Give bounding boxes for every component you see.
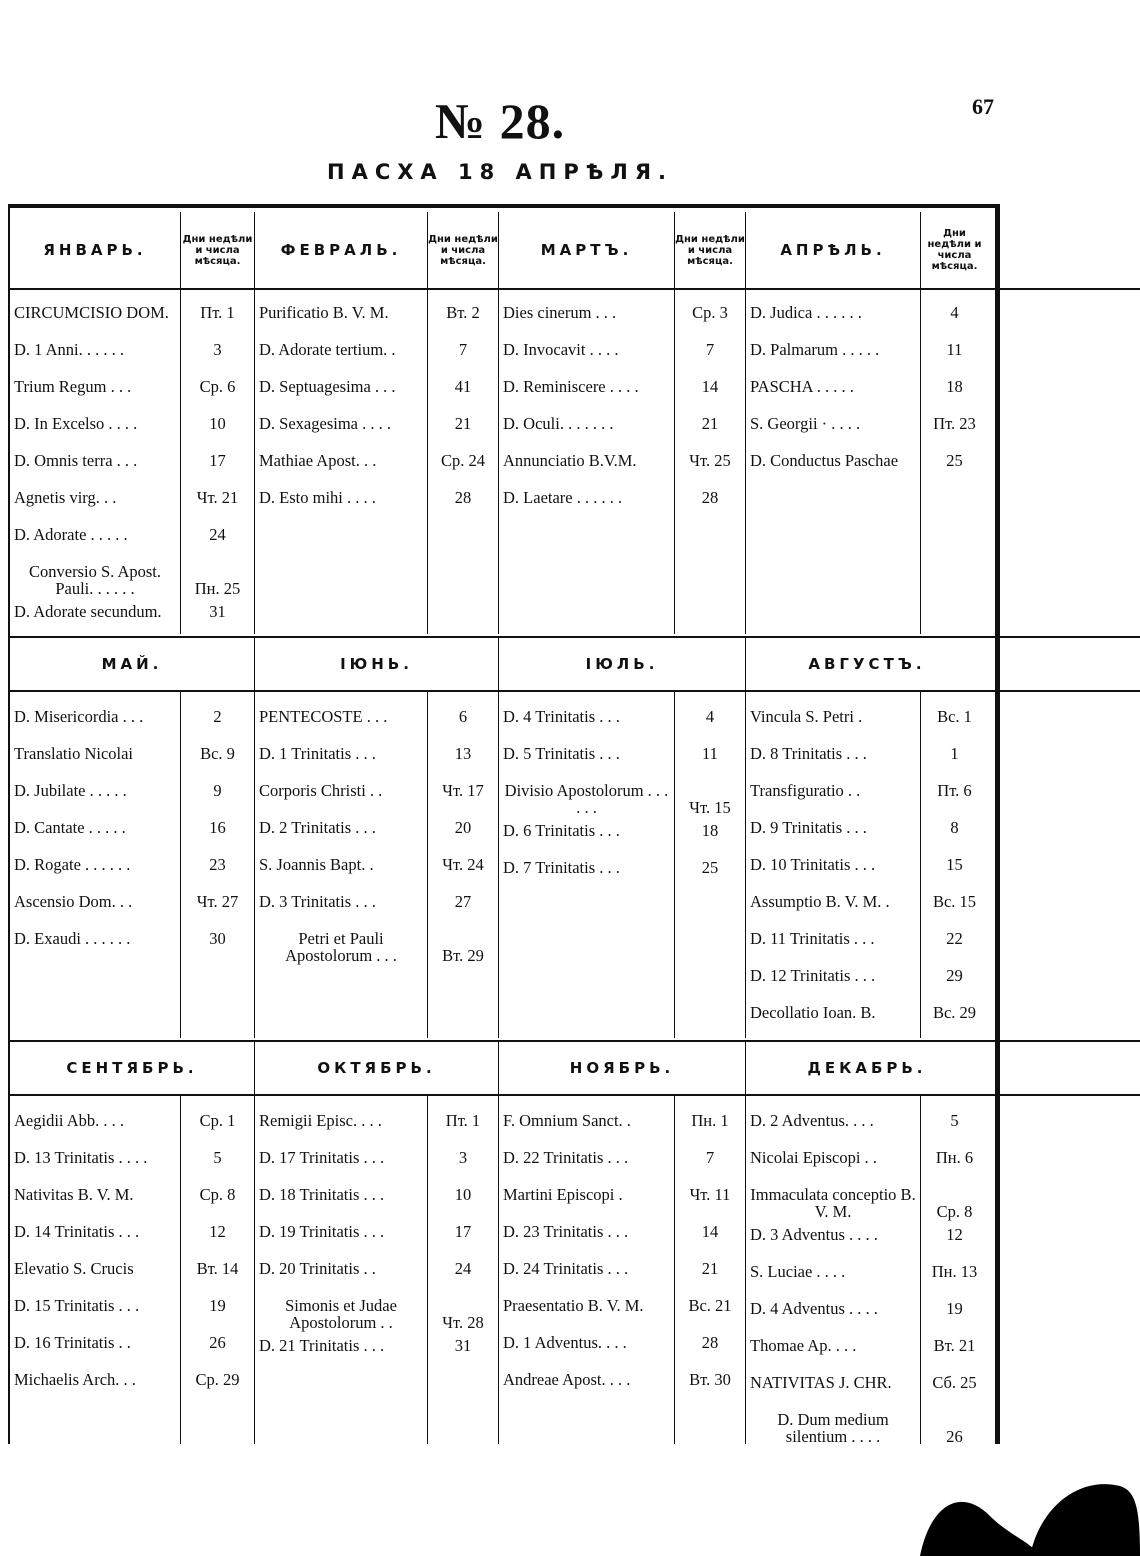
- feast-name: D. Misericordia . . .: [14, 707, 144, 726]
- day-column: [428, 1094, 499, 1444]
- feast-day: Сб. 25: [932, 1373, 977, 1392]
- feast-name: S. Luciae . . . .: [750, 1262, 846, 1281]
- feast-day: 30: [209, 929, 226, 948]
- feast-name: D. 24 Trinitatis . . .: [503, 1259, 629, 1278]
- feast-name: NATIVITAS J. CHR.: [750, 1373, 892, 1392]
- day-column-header: Дни недѣли и числа мѣсяца.: [428, 212, 499, 288]
- feast-day: 5: [213, 1148, 222, 1167]
- feast-name: Translatio Nicolai: [14, 744, 134, 763]
- feast-name: D. 20 Trinitatis . .: [259, 1259, 376, 1278]
- feast-name: Remigii Episc. . . .: [259, 1111, 382, 1130]
- feast-name: Mathiae Apost. . .: [259, 451, 377, 470]
- feast-day: Чт. 28: [442, 1313, 484, 1332]
- month-name: ЯНВАРЬ.: [10, 212, 181, 288]
- feast-day: 31: [454, 1336, 472, 1355]
- feast-name: D. 9 Trinitatis . . .: [750, 818, 867, 837]
- feast-name: D. 12 Trinitatis . . .: [750, 966, 876, 985]
- feast-name: D. 7 Trinitatis . . .: [503, 858, 620, 877]
- day-column: [921, 690, 988, 1038]
- feast-name: D. 18 Trinitatis . . .: [259, 1185, 385, 1204]
- feast-name: D. Adorate . . . . .: [14, 525, 128, 544]
- feast-name: Divisio Apostolorum . . . . . .: [504, 781, 669, 817]
- feast-day: Ср. 24: [440, 451, 485, 470]
- feast-name: Immaculata conceptio B. V. M.: [750, 1185, 916, 1221]
- feast-name: D. 4 Adventus . . . .: [750, 1299, 878, 1318]
- feast-name: D. 19 Trinitatis . . .: [259, 1222, 385, 1241]
- quarter-2-header: [10, 636, 1140, 692]
- feast-name-column: [746, 290, 921, 634]
- day-column-header: Дни недѣли и числа мѣсяца.: [181, 212, 255, 288]
- feast-day: 18: [701, 821, 719, 840]
- feast-day: 26: [946, 1427, 963, 1446]
- day-column: [181, 290, 255, 634]
- feast-name-column: [499, 290, 675, 634]
- feast-name: D. Dum medium silentium . . . .: [777, 1410, 889, 1446]
- feast-day: Пн. 25: [194, 579, 241, 598]
- feast-day: Пн. 6: [935, 1148, 974, 1167]
- feast-day: 4: [705, 707, 715, 726]
- feast-day: 28: [454, 488, 472, 507]
- month-name: МАЙ.: [10, 638, 255, 690]
- day-column-header: Дни недѣли и числа мѣсяца.: [927, 228, 982, 272]
- feast-name: Elevatio S. Crucis: [14, 1259, 134, 1278]
- feast-day: 24: [454, 1259, 472, 1278]
- feast-day: 28: [701, 1333, 719, 1352]
- feast-name: D. Laetare . . . . . .: [503, 488, 623, 507]
- month-name: НОЯБРЬ.: [499, 1042, 746, 1094]
- feast-day: 3: [458, 1148, 468, 1167]
- day-column: [428, 290, 499, 634]
- feast-day: 17: [454, 1222, 472, 1241]
- feast-day: Пн. 1: [691, 1111, 729, 1130]
- feast-name: Agnetis virg. . .: [14, 488, 117, 507]
- feast-day: 10: [454, 1185, 472, 1204]
- feast-name: D. 16 Trinitatis . .: [14, 1333, 131, 1352]
- feast-name: Annunciatio B.V.M.: [503, 451, 637, 470]
- month-name: ФЕВРАЛЬ.: [255, 212, 428, 288]
- feast-name: D. Conductus Paschae: [750, 451, 899, 470]
- feast-day: Пт. 1: [445, 1111, 481, 1130]
- page-number: 67: [972, 94, 994, 119]
- feast-name: PASCHA . . . . .: [750, 377, 854, 396]
- feast-name: F. Omnium Sanct. .: [503, 1111, 631, 1130]
- feast-day: 5: [950, 1111, 959, 1130]
- feast-name: D. 22 Trinitatis . . .: [503, 1148, 629, 1167]
- feast-day: Вс. 21: [688, 1296, 732, 1315]
- feast-day: 14: [701, 377, 719, 396]
- feast-name: D. 2 Trinitatis . . .: [259, 818, 376, 837]
- feast-day: 28: [701, 488, 719, 507]
- feast-day: 7: [458, 340, 468, 359]
- feast-day: Чт. 17: [442, 781, 484, 800]
- feast-name: Corporis Christi . .: [259, 781, 383, 800]
- feast-name-column: [10, 290, 181, 634]
- feast-day: Чт. 27: [196, 892, 239, 911]
- feast-day: 21: [701, 414, 719, 433]
- feast-name: D. 2 Adventus. . . .: [750, 1111, 874, 1130]
- day-column: [428, 690, 499, 1038]
- feast-name: D. 10 Trinitatis . . .: [750, 855, 876, 874]
- feast-day: 11: [946, 340, 963, 359]
- feast-day: Пт. 6: [937, 781, 972, 800]
- quarter-2-body: [10, 690, 1140, 1038]
- feast-name: D. Judica . . . . . .: [750, 303, 862, 322]
- feast-day: Чт. 21: [196, 488, 239, 507]
- feast-day: Вт. 30: [689, 1370, 731, 1389]
- feast-name: D. Esto mihi . . . .: [259, 488, 376, 507]
- feast-name-column: [10, 690, 181, 1038]
- feast-day: Чт. 25: [689, 451, 731, 470]
- feast-name: D. Sexagesima . . . .: [259, 414, 391, 433]
- feast-name-column: [499, 1094, 675, 1444]
- feast-name-column: [746, 1094, 921, 1444]
- feast-name: S. Joannis Bapt. .: [259, 855, 374, 874]
- day-column: [675, 690, 746, 1038]
- feast-name: D. 6 Trinitatis . . .: [503, 821, 620, 840]
- feast-name: Vincula S. Petri .: [750, 707, 863, 726]
- feast-day: Ср. 29: [195, 1370, 240, 1389]
- feast-day: Пт. 1: [200, 303, 235, 322]
- feast-day: Пн. 13: [931, 1262, 978, 1281]
- feast-day: 12: [946, 1225, 963, 1244]
- day-column: [181, 1094, 255, 1444]
- day-column: [675, 1094, 746, 1444]
- feast-day: 9: [213, 781, 222, 800]
- feast-name: Nativitas B. V. M.: [14, 1185, 134, 1204]
- month-name: ІЮНЬ.: [255, 638, 499, 690]
- feast-name: Martini Episcopi .: [503, 1185, 623, 1204]
- feast-name-column: [746, 690, 921, 1038]
- feast-name: D. Exaudi . . . . . .: [14, 929, 131, 948]
- quarter-1-body: [10, 290, 1140, 634]
- feast-day: 31: [209, 602, 226, 621]
- feast-name: Ascensio Dom. . .: [14, 892, 133, 911]
- feast-day: Вт. 21: [933, 1336, 976, 1355]
- feast-day: 25: [946, 451, 963, 470]
- feast-day: Ср. 3: [692, 303, 728, 322]
- feast-name: Petri et Pauli Apostolorum . . .: [285, 929, 397, 965]
- feast-name-column: [255, 1094, 428, 1444]
- day-column: [921, 290, 988, 634]
- feast-day: Вс. 1: [937, 707, 972, 726]
- feast-day: 21: [701, 1259, 719, 1278]
- feast-day: 21: [454, 414, 472, 433]
- month-name: АВГУСТЪ.: [808, 655, 926, 673]
- feast-name: D. In Excelso . . . .: [14, 414, 138, 433]
- feast-name-column: [499, 690, 675, 1038]
- feast-day: 26: [209, 1333, 226, 1352]
- feast-name: Aegidii Abb. . . .: [14, 1111, 124, 1130]
- feast-name: D. 23 Trinitatis . . .: [503, 1222, 629, 1241]
- feast-name: S. Georgii · . . . .: [750, 414, 861, 433]
- feast-day: 12: [209, 1222, 226, 1241]
- feast-name-column: [255, 690, 428, 1038]
- month-name: СЕНТЯБРЬ.: [10, 1042, 255, 1094]
- day-column: [181, 690, 255, 1038]
- feast-day: 22: [946, 929, 963, 948]
- feast-name: PENTECOSTE . . .: [259, 707, 388, 726]
- feast-day: 1: [950, 744, 959, 763]
- feast-day: 6: [458, 707, 468, 726]
- quarter-3-body: [10, 1094, 1140, 1444]
- feast-day: 27: [454, 892, 472, 911]
- feast-name: Purificatio B. V. M.: [259, 303, 389, 322]
- feast-name: D. Adorate secundum.: [14, 602, 162, 621]
- feast-day: Чт. 15: [689, 798, 731, 817]
- feast-day: 7: [705, 1148, 715, 1167]
- feast-day: Вс. 9: [200, 744, 235, 763]
- feast-name: D. 3 Trinitatis . . .: [259, 892, 376, 911]
- feast-day: Вт. 29: [442, 946, 484, 965]
- feast-day: 10: [209, 414, 226, 433]
- feast-name: Decollatio Ioan. B.: [750, 1003, 876, 1022]
- easter-date-subtitle: ПАСХА 18 АПРѢЛЯ.: [327, 160, 673, 184]
- month-name: ОКТЯБРЬ.: [255, 1042, 499, 1094]
- feast-day: 20: [454, 818, 472, 837]
- feast-name: D. 1 Trinitatis . . .: [259, 744, 376, 763]
- feast-day: 24: [209, 525, 226, 544]
- quarter-1-header: [10, 212, 1140, 290]
- feast-name: Praesentatio B. V. M.: [503, 1296, 644, 1315]
- feast-day: 29: [946, 966, 963, 985]
- day-column-header: Дни недѣли и числа мѣсяца.: [675, 212, 746, 288]
- feast-name: D. 5 Trinitatis . . .: [503, 744, 620, 763]
- feast-name: D. 11 Trinitatis . . .: [750, 929, 875, 948]
- feast-day: Вт. 2: [446, 303, 480, 322]
- feast-name: D. Invocavit . . . .: [503, 340, 619, 359]
- feast-name: Nicolai Episcopi . .: [750, 1148, 877, 1167]
- feast-day: Вс. 29: [932, 1003, 977, 1022]
- feast-day: 8: [950, 818, 959, 837]
- calendar-number-title: № 28.: [434, 93, 566, 149]
- feast-day: 4: [950, 303, 959, 322]
- feast-name: Dies cinerum . . .: [503, 303, 617, 322]
- feast-day: 15: [946, 855, 963, 874]
- feast-name: Conversio S. Apost. Pauli. . . . . .: [28, 562, 162, 598]
- feast-day: Вс. 15: [932, 892, 977, 911]
- feast-day: 41: [454, 377, 472, 396]
- feast-name: D. 8 Trinitatis . . .: [750, 744, 867, 763]
- feast-day: Ср. 8: [199, 1185, 236, 1204]
- feast-day: Чт. 11: [689, 1185, 731, 1204]
- feast-name: D. 3 Adventus . . . .: [750, 1225, 878, 1244]
- month-name: ІЮЛЬ.: [499, 638, 746, 690]
- feast-name: D. Palmarum . . . . .: [750, 340, 880, 359]
- feast-name: Andreae Apost. . . .: [503, 1370, 631, 1389]
- feast-name: D. 15 Trinitatis . . .: [14, 1296, 140, 1315]
- feast-name-column: [255, 290, 428, 634]
- feast-name: Trium Regum . . .: [14, 377, 132, 396]
- feast-name: D. Rogate . . . . . .: [14, 855, 131, 874]
- feast-day: 16: [209, 818, 226, 837]
- day-column: [675, 290, 746, 634]
- day-column: [921, 1094, 988, 1444]
- feast-day: 25: [701, 858, 719, 877]
- feast-name: D. 21 Trinitatis . . .: [259, 1336, 385, 1355]
- feast-day: Ср. 1: [199, 1111, 236, 1130]
- feast-day: 18: [946, 377, 963, 396]
- feast-name: Transfiguratio . .: [750, 781, 861, 800]
- feast-name: Thomae Ap. . . .: [750, 1336, 857, 1355]
- month-name: АПРѢЛЬ.: [746, 212, 921, 288]
- feast-name: D. Cantate . . . . .: [14, 818, 126, 837]
- feast-day: 7: [705, 340, 715, 359]
- feast-name: Michaelis Arch. . .: [14, 1370, 136, 1389]
- feast-day: Чт. 24: [442, 855, 484, 874]
- feast-day: Ср. 8: [936, 1202, 973, 1221]
- feast-day: 3: [213, 340, 222, 359]
- feast-name: D. Septuagesima . . .: [259, 377, 396, 396]
- feast-name: Assumptio B. V. M. .: [750, 892, 890, 911]
- month-name: МАРТЪ.: [499, 212, 675, 288]
- feast-day: 2: [213, 707, 222, 726]
- feast-name: D. 1 Anni. . . . . .: [14, 340, 125, 359]
- feast-day: Вт. 14: [196, 1259, 239, 1278]
- feast-name: D. Adorate tertium. .: [259, 340, 396, 359]
- feast-name: D. 13 Trinitatis . . . .: [14, 1148, 148, 1167]
- feast-day: 23: [209, 855, 226, 874]
- feast-name-column: [10, 1094, 181, 1444]
- feast-name: D. 17 Trinitatis . . .: [259, 1148, 385, 1167]
- feast-name: D. 14 Trinitatis . . .: [14, 1222, 140, 1241]
- feast-day: 17: [209, 451, 226, 470]
- quarter-3-header: [10, 1040, 1140, 1096]
- feast-name: D. 1 Adventus. . . .: [503, 1333, 627, 1352]
- feast-day: 13: [454, 744, 472, 763]
- feast-day: 19: [946, 1299, 963, 1318]
- feast-name: Simonis et Judae Apostolorum . .: [285, 1296, 397, 1332]
- feast-day: 19: [209, 1296, 226, 1315]
- feast-day: 14: [701, 1222, 719, 1241]
- feast-name: D. Omnis terra . . .: [14, 451, 138, 470]
- feast-name: CIRCUMCISIO DOM.: [14, 303, 169, 322]
- page-corner-blot: [920, 1446, 1140, 1556]
- feast-day: Ср. 6: [199, 377, 236, 396]
- feast-name: D. Jubilate . . . . .: [14, 781, 127, 800]
- feast-name: D. Reminiscere . . . .: [503, 377, 639, 396]
- feast-name: D. Oculi. . . . . . .: [503, 414, 614, 433]
- feast-name: D. 4 Trinitatis . . .: [503, 707, 620, 726]
- feast-day: 11: [702, 744, 718, 763]
- feast-day: Пт. 23: [933, 414, 976, 433]
- month-name: ДЕКАБРЬ.: [807, 1059, 927, 1077]
